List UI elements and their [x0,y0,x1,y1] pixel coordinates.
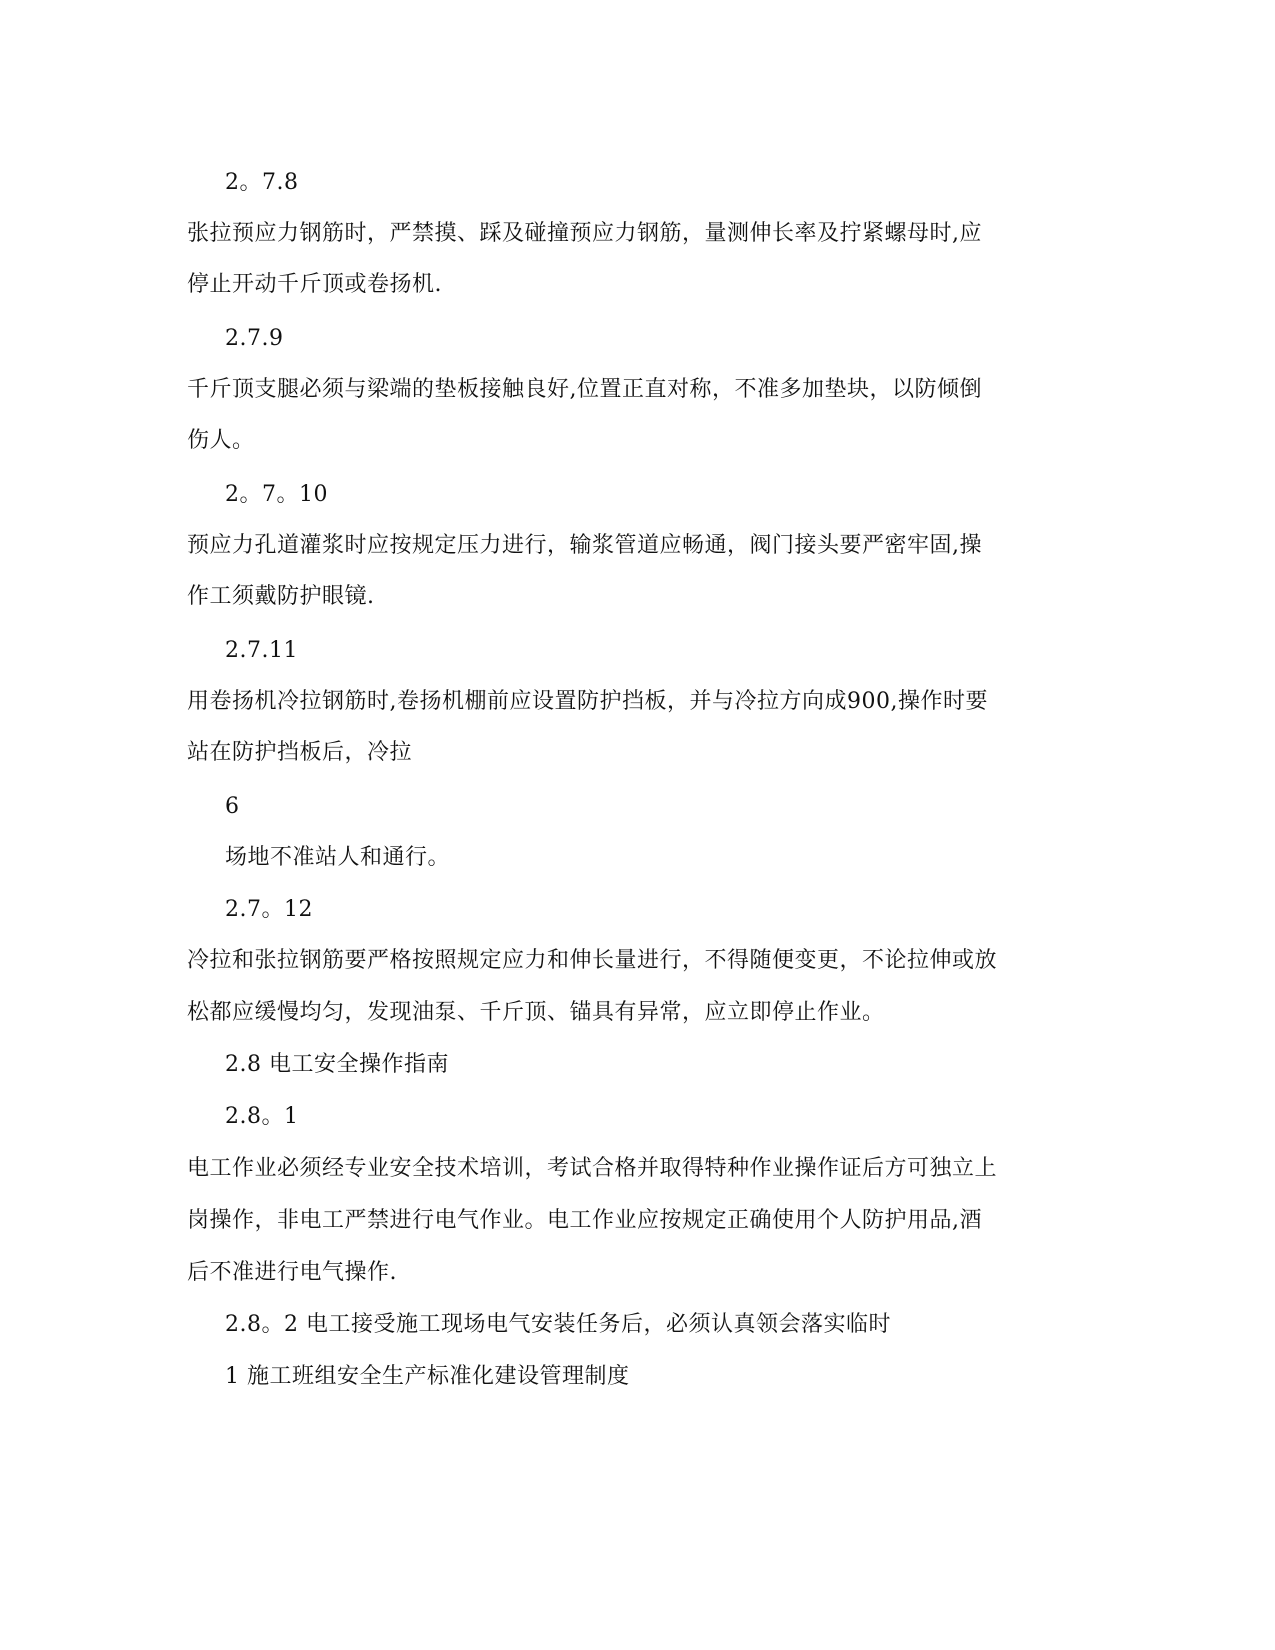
page-footer: 1 施工班组安全生产标准化建设管理制度 [225,1364,630,1389]
paragraph-line: 作工须戴防护眼镜. [187,584,375,609]
clause-number: 2.7.11 [225,638,298,663]
clause-number: 2。7.8 [225,170,299,195]
clause-number: 2.7。12 [225,897,313,922]
section-heading: 2.8 电工安全操作指南 [225,1052,449,1077]
paragraph-line: 千斤顶支腿必须与梁端的垫板接触良好,位置正直对称，不准多加垫块，以防倾倒 [187,377,982,402]
paragraph-line: 预应力孔道灌浆时应按规定压力进行，输浆管道应畅通，阀门接头要严密牢固,操 [187,533,982,558]
paragraph-line: 松都应缓慢均匀，发现油泵、千斤顶、锚具有异常，应立即停止作业。 [187,1000,885,1025]
paragraph-line: 后不准进行电气操作. [187,1260,397,1285]
paragraph-line: 场地不准站人和通行。 [225,845,451,870]
paragraph-line: 冷拉和张拉钢筋要严格按照规定应力和伸长量进行，不得随便变更，不论拉伸或放 [187,948,998,973]
page-number: 6 [225,794,240,819]
paragraph-line: 站在防护挡板后，冷拉 [187,740,413,765]
paragraph-line: 用卷扬机冷拉钢筋时,卷扬机棚前应设置防护挡板，并与冷拉方向成900,操作时要 [187,689,988,714]
paragraph-line: 2.8。2 电工接受施工现场电气安装任务后，必须认真领会落实临时 [225,1312,891,1337]
paragraph-line: 停止开动千斤顶或卷扬机. [187,272,442,297]
clause-number: 2.7.9 [225,326,284,351]
paragraph-line: 张拉预应力钢筋时，严禁摸、踩及碰撞预应力钢筋，量测伸长率及拧紧螺母时,应 [187,221,982,246]
clause-number: 2.8。1 [225,1104,299,1129]
paragraph-line: 岗操作，非电工严禁进行电气作业。电工作业应按规定正确使用个人防护用品,酒 [187,1208,982,1233]
clause-number: 2。7。10 [225,482,328,507]
paragraph-line: 伤人。 [187,428,255,453]
paragraph-line: 电工作业必须经专业安全技术培训，考试合格并取得特种作业操作证后方可独立上 [187,1156,998,1181]
